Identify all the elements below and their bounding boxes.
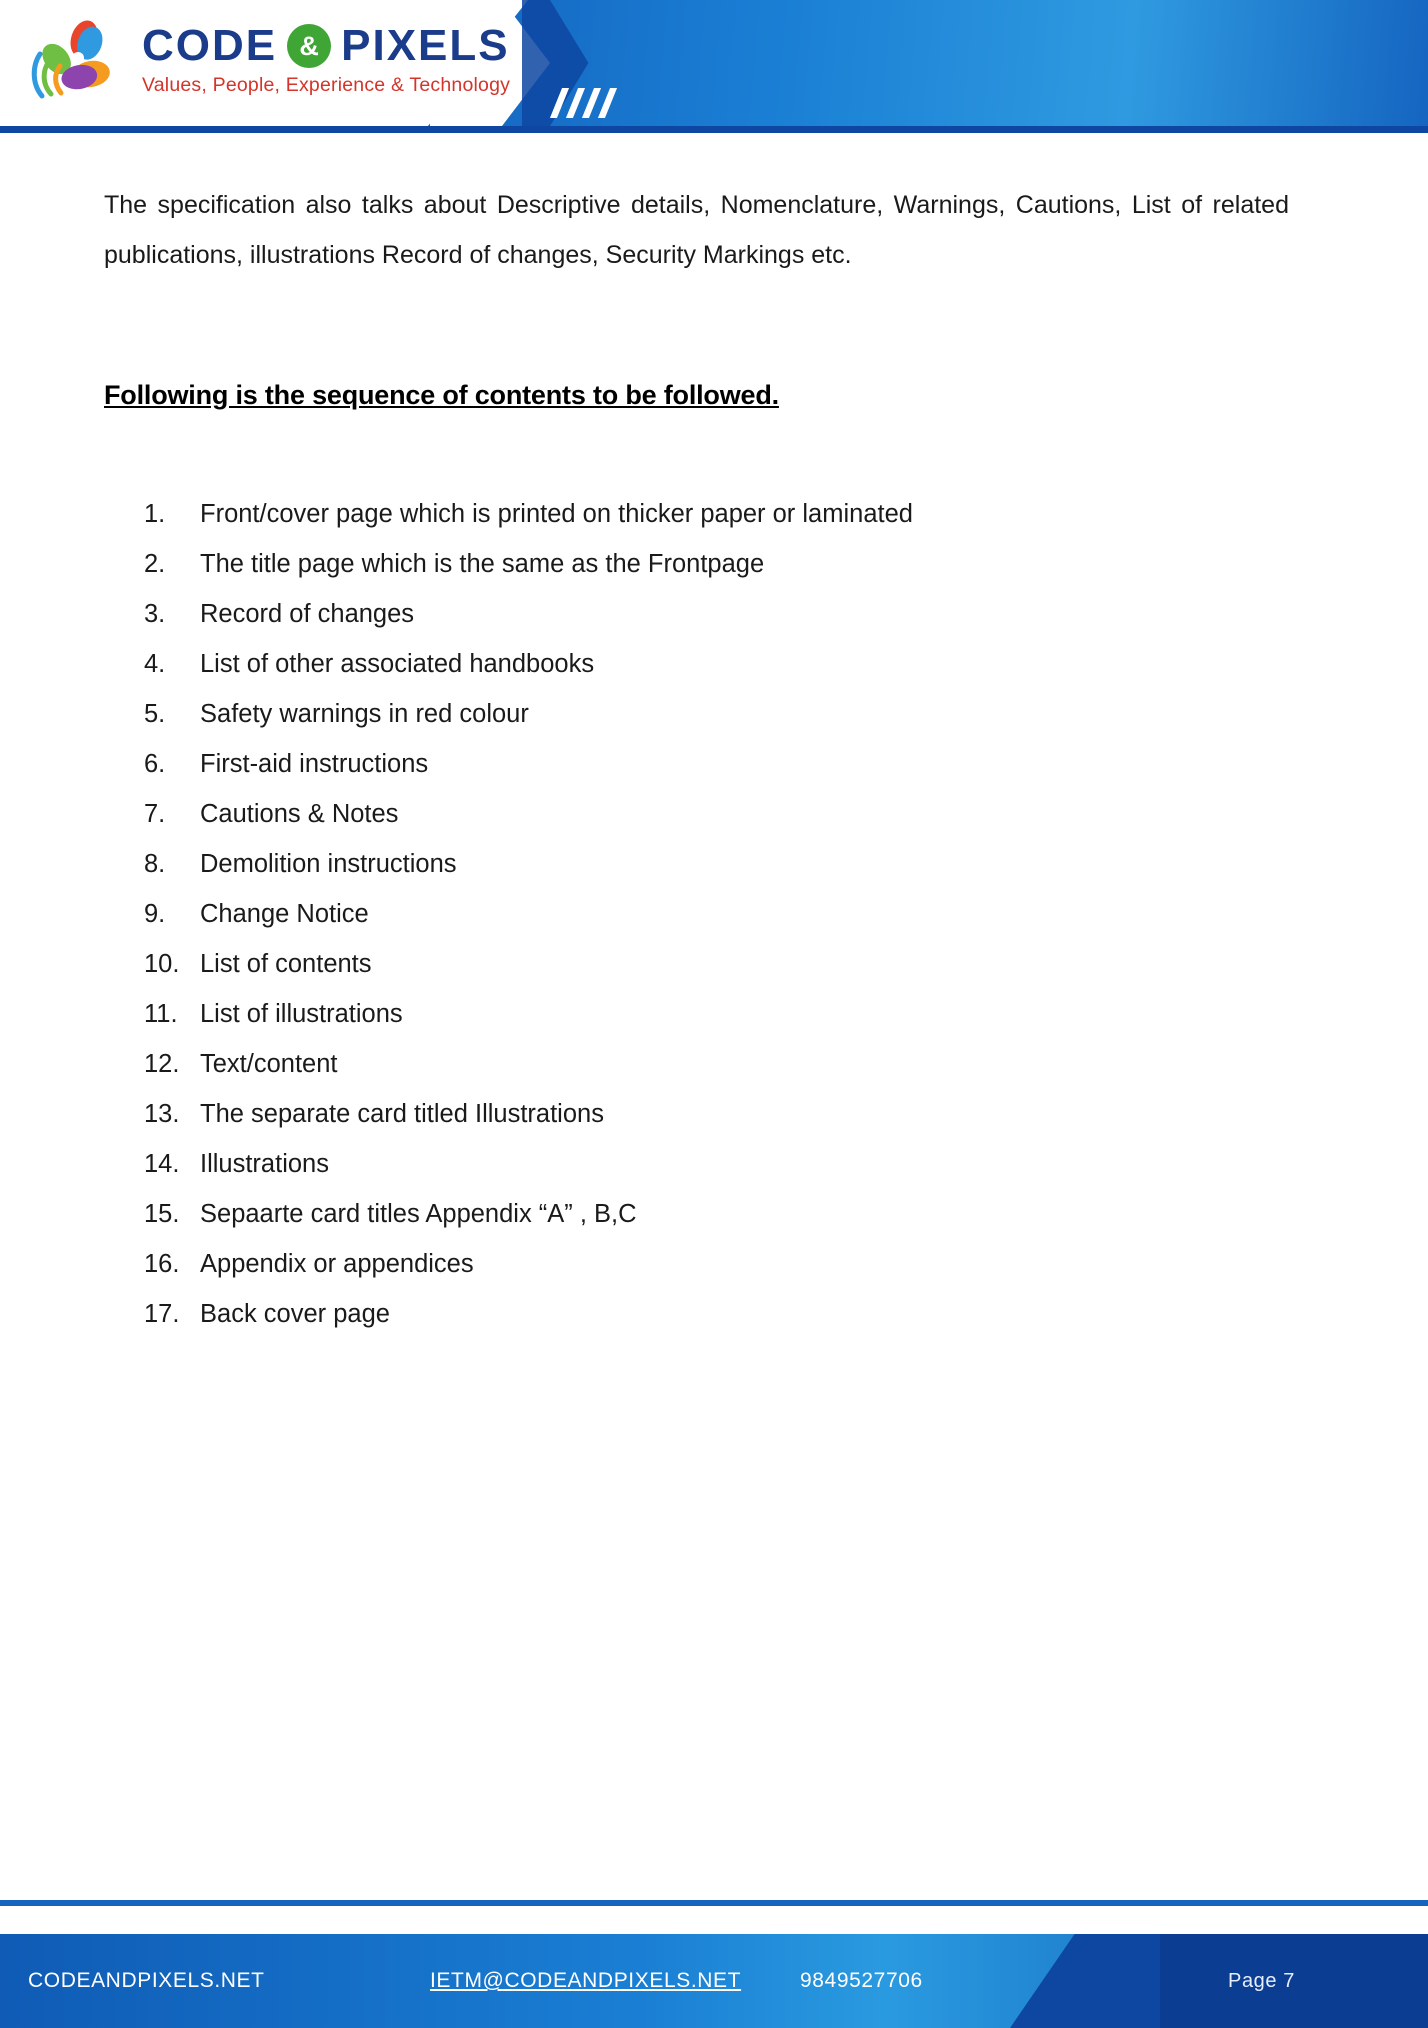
list-item bbox=[144, 589, 1304, 639]
list-item bbox=[144, 989, 1304, 1039]
list-item-number: 11. bbox=[144, 1000, 178, 1028]
list-item bbox=[144, 839, 1304, 889]
list-item-number: 7. bbox=[144, 800, 166, 828]
list-item-number: 8. bbox=[144, 850, 166, 878]
list-item-number: 2. bbox=[144, 550, 166, 578]
list-item-label: Back cover page bbox=[200, 1300, 390, 1328]
list-item-label: Illustrations bbox=[200, 1150, 329, 1178]
list-item bbox=[144, 889, 1304, 939]
document-content bbox=[104, 140, 1304, 1355]
list-item-label: Safety warnings in red colour bbox=[200, 700, 529, 728]
section-heading: Following is the sequence of contents to be followed. bbox=[104, 380, 779, 410]
list-item-label: Record of changes bbox=[200, 600, 415, 628]
list-item bbox=[144, 939, 1304, 989]
brand-logo bbox=[28, 14, 510, 106]
list-item bbox=[144, 1039, 1304, 1089]
brand-logo-text bbox=[142, 21, 511, 97]
list-item bbox=[144, 1139, 1304, 1189]
footer-website[interactable]: CODEANDPIXELS.NET bbox=[28, 1969, 265, 1992]
page-footer bbox=[0, 1900, 1428, 2028]
footer-page-number: Page 7 bbox=[1228, 1969, 1295, 1992]
list-item-label: Change Notice bbox=[200, 900, 369, 928]
list-item bbox=[144, 789, 1304, 839]
list-item-number: 16. bbox=[144, 1250, 180, 1278]
logo-word-pixels: PIXELS bbox=[341, 21, 510, 71]
list-item-number: 5. bbox=[144, 700, 166, 728]
list-item bbox=[144, 1239, 1304, 1289]
list-item-label: Cautions & Notes bbox=[200, 800, 399, 828]
logo-word-code: CODE bbox=[142, 21, 278, 71]
header-slash-marks bbox=[556, 88, 646, 122]
header-rule bbox=[0, 126, 1428, 133]
list-item bbox=[144, 539, 1304, 589]
intro-paragraph: The specification also talks about Descriptive details, Nomenclature, Warnings, Cautions, List of related publications, illustrations Record of changes, Security Markings etc. bbox=[104, 191, 1289, 269]
list-item-label: The separate card titled Illustrations bbox=[200, 1100, 604, 1128]
list-item-label: Demolition instructions bbox=[200, 850, 457, 878]
list-item-number: 12. bbox=[144, 1050, 180, 1078]
list-item-label: Text/content bbox=[200, 1050, 338, 1078]
list-item-number: 9. bbox=[144, 900, 166, 928]
list-item bbox=[144, 1189, 1304, 1239]
footer-top-rule bbox=[0, 1900, 1428, 1906]
contents-sequence-list bbox=[144, 489, 1304, 1339]
list-item bbox=[144, 639, 1304, 689]
list-item-label: Front/cover page which is printed on thicker paper or laminated bbox=[200, 500, 913, 528]
list-item-label: The title page which is the same as the Frontpage bbox=[200, 550, 765, 578]
logo-tagline: Values, People, Experience & Technology bbox=[142, 74, 511, 97]
list-item-number: 14. bbox=[144, 1150, 180, 1178]
list-item bbox=[144, 739, 1304, 789]
footer-phone: 9849527706 bbox=[800, 1969, 923, 1992]
list-item bbox=[144, 1289, 1304, 1339]
list-item bbox=[144, 689, 1304, 739]
footer-email-link[interactable]: IETM@CODEANDPIXELS.NET bbox=[430, 1969, 742, 1992]
list-item-number: 1. bbox=[144, 500, 166, 528]
list-item-label: List of contents bbox=[200, 950, 372, 978]
header-rule-spacer bbox=[0, 133, 1428, 137]
list-item-label: List of other associated handbooks bbox=[200, 650, 595, 678]
list-item-number: 10. bbox=[144, 950, 180, 978]
list-item-number: 13. bbox=[144, 1100, 180, 1128]
list-item-label: First-aid instructions bbox=[200, 750, 429, 778]
list-item-number: 6. bbox=[144, 750, 166, 778]
list-item-number: 17. bbox=[144, 1300, 180, 1328]
page-header bbox=[0, 0, 1428, 140]
list-item-label: List of illustrations bbox=[200, 1000, 403, 1028]
list-item-number: 3. bbox=[144, 600, 166, 628]
pinwheel-logo-icon bbox=[28, 14, 128, 106]
list-item bbox=[144, 1089, 1304, 1139]
list-item-number: 4. bbox=[144, 650, 166, 678]
list-item-number: 15. bbox=[144, 1200, 180, 1228]
logo-ampersand-badge: & bbox=[287, 24, 331, 68]
list-item-label: Appendix or appendices bbox=[200, 1250, 474, 1278]
list-item-label: Sepaarte card titles Appendix “A” , B,C bbox=[200, 1200, 637, 1228]
page-body bbox=[0, 140, 1428, 1900]
list-item bbox=[144, 489, 1304, 539]
